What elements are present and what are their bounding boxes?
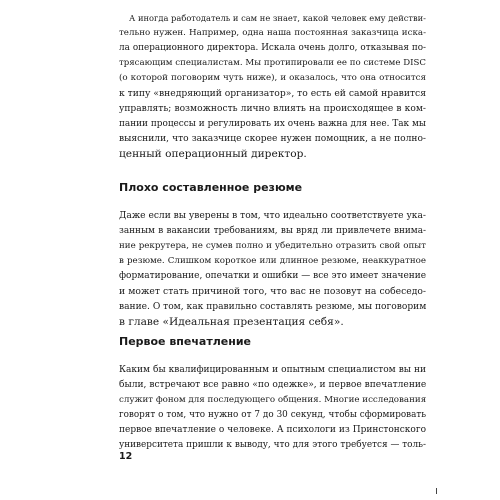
section-heading: Первое впечатление [119,335,252,348]
text-line: занным в вакансии требованиям, вы вряд ли привлечете внима- [119,226,426,237]
text-line: университета пришли к выводу, что для этого требуется — толь- [119,440,426,451]
page-number: 12 [119,451,133,462]
text-line: ла операционного директора. Искала очень долго, отказывая по- [119,43,426,54]
text-line: вание. О том, как правильно составлять резюме, мы поговорим [119,301,427,312]
paragraph-2 [119,209,426,330]
text-line: управлять; возможность лично влиять на происходящее в ком- [119,103,426,114]
text-line: выяснили, что заказчице скорее нужен помощник, а не полно- [119,133,426,144]
text-line: ние рекрутера, не сумев полно и убедительно отразить свой опыт [119,241,426,252]
text-line: служит фоном для последующего общения. Многие исследования [119,395,427,406]
page-edge-mark [436,488,437,494]
paragraph-3 [119,363,426,454]
text-line: (о которой поговорим чуть ниже), и оказалось, что она относится [119,73,426,84]
text-line: Даже если вы уверены в том, что идеально соответствуете ука- [119,211,426,221]
text-line: трясающим специалистам. Мы протипировали ее по системе DISC [119,58,426,69]
text-line: пании процессы и регулировать их очень важна для нее. Так мы [119,118,426,129]
text-line: ценный операционный директор. [119,147,307,160]
text-line: Каким бы квалифицированным и опытным специалистом вы ни [119,365,426,375]
text-line: и может стать причиной того, что вас не позовут на собеседо- [119,286,426,298]
text-line: А иногда работодатель и сам не знает, какой человек ему действи- [129,13,426,23]
text-line: были, встречают все равно «по одежке», и первое впечатление [119,380,427,391]
section-heading: Плохо составленное резюме [119,181,303,194]
text-line: тельно нужен. Например, одна наша постоянная заказчица иска- [119,28,426,39]
text-line: в резюме. Слишком короткое или длинное резюме, неаккуратное [119,256,426,267]
text-line: форматирование, опечатки и ошибки — все это имеет значение [119,271,427,282]
text-line: в главе «Идеальная презентация себя». [119,315,344,328]
text-line: к типу «внедряющий организатор», то есть ей самой нравится [119,88,426,100]
text-line: говорят о том, что нужно от 7 до 30 секунд, чтобы сформировать [119,410,426,421]
text-line: первое впечатление о человеке. А психологи из Принстонского [119,425,426,436]
paragraph-1 [119,11,426,162]
